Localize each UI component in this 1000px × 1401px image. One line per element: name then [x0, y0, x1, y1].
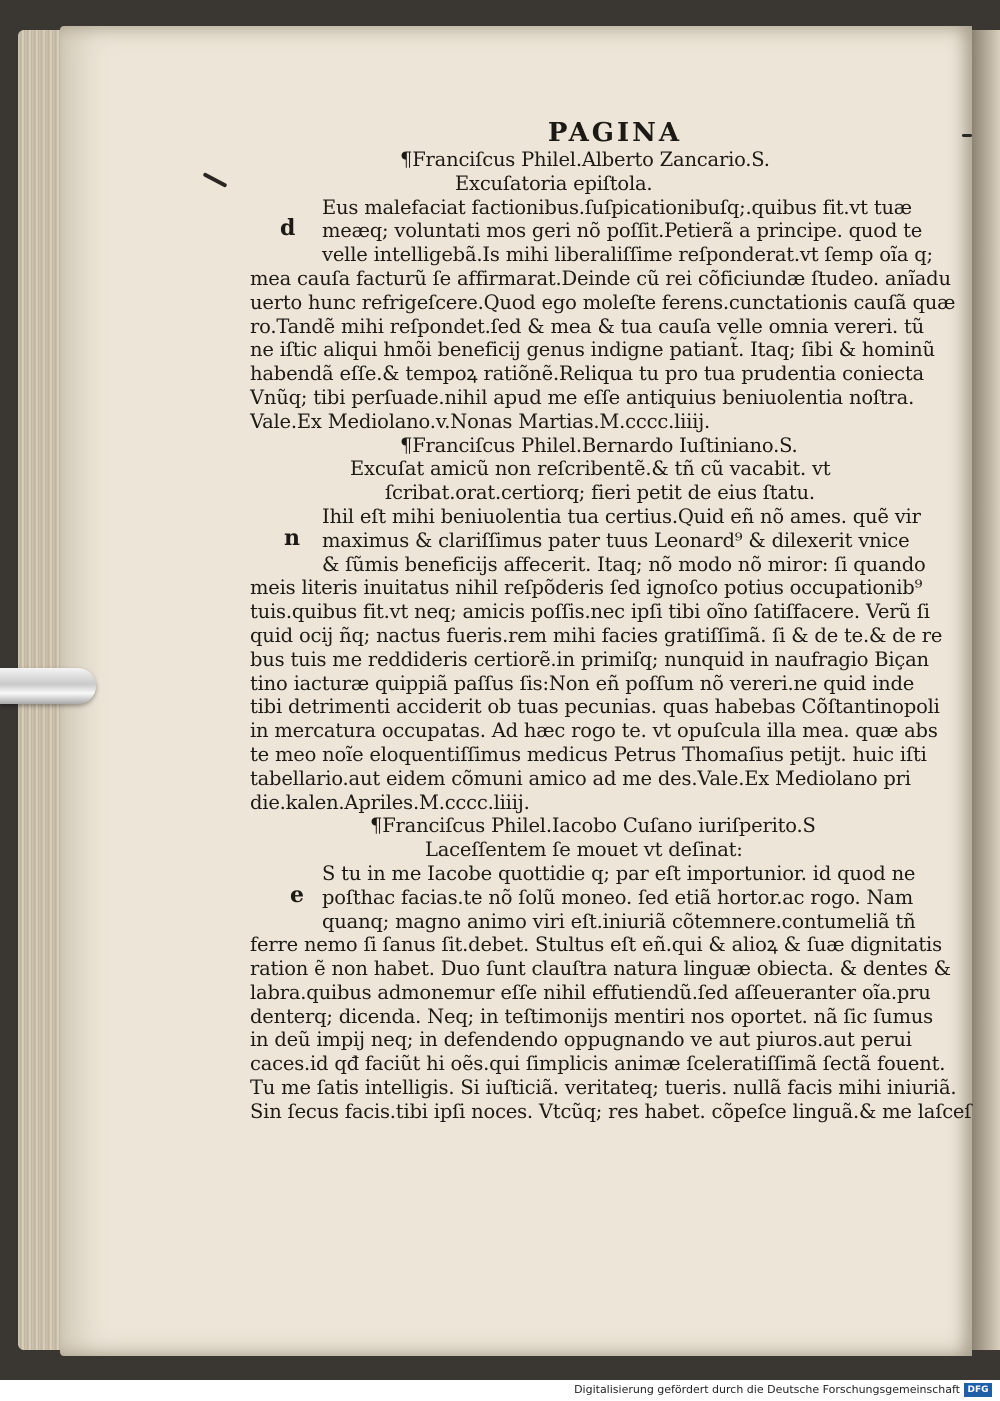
initial-guide-letter: e: [290, 881, 304, 908]
letter-3: [250, 814, 972, 1123]
text-line: tibi detrimenti acciderit ob tuas pecunias. quas habebas Cõſtantinopoli: [250, 695, 940, 719]
text-line: ration ẽ non habet. Duo ſunt clauſtra natura linguæ obiecta. & dentes &: [250, 957, 951, 981]
letter-subheading: ſcribat.orat.certiorq; fieri petit de eius ſtatu.: [385, 481, 815, 505]
text-line: quanq; magno animo viri eſt.iniuriã cõtemnere.contumeliã tñ: [322, 909, 916, 933]
letter-subheading: Laceſſentem ſe mouet vt deſinat:: [425, 838, 743, 862]
text-line: Tu me ſatis intelligis. Si iuſticiã. veritateq; tueris. nullã facis mihi iniuriã.: [250, 1076, 957, 1100]
glass-clip: [0, 668, 96, 704]
initial-guide-letter: n: [284, 524, 300, 551]
text-line: [250, 215, 923, 243]
text-line: mea cauſa facturũ ſe affirmarat.Deinde cũ rei cõficiundæ ſtudeo. anĩadu: [250, 266, 951, 290]
text-line: Eus malefaciat factionibus.ſuſpicationibuſq;.quibus fit.vt tuæ: [322, 195, 912, 219]
letter-2: [250, 433, 943, 815]
letter-heading: ¶Franciſcus Philel.Alberto Zancario.S.: [400, 148, 770, 171]
running-head: PAGINA: [547, 118, 683, 148]
ink-mark: [962, 134, 972, 137]
text-line: Ihil eſt mihi beniuolentia tua certius.Quid eñ nõ ames. quẽ vir: [322, 504, 921, 528]
text-line: caces.id qđ faciũt hi oẽs.qui ſimplicis animæ ſceleratiſſimã ſectã fouent.: [250, 1052, 946, 1076]
text-line: meis literis inuitatus nihil reſpõderis ſed ignoſco potius occupationib⁹: [250, 576, 923, 600]
text-line: tuis.quibus fit.vt neq; amicis poſſis.nec ipſi tibi oĩno ſatiſfacere. Verũ ſi: [250, 600, 930, 624]
text-line: velle intelligebã.Is mihi liberaliſſime reſponderat.vt ſemp oĩa q;: [322, 243, 933, 267]
text-line-content: poſthac facias.te nõ ſolũ moneo. ſed etiã hortor.ac rogo. Nam: [322, 885, 914, 909]
text-line: ferre nemo ſi ſanus ſit.debet. Stultus eſt eñ.qui & alioꝝ & ſuæ dignitatis: [250, 933, 942, 957]
text-line: [250, 881, 920, 910]
funding-credit: Digitalisierung gefördert durch die Deutsche Forschungsgemeinschaft: [574, 1383, 960, 1396]
text-line: denterq; dicenda. Neq; in teſtimonijs mentiri nos oportet. nã ſic ſumus: [250, 1004, 933, 1028]
text-line: in deũ impij neq; in defendendo oppugnando ve aut piuros.aut perui: [250, 1028, 912, 1052]
text-line: ro.Tandẽ mihi reſpondet.ſed & mea & tua cauſa velle omnia vereri. tũ: [250, 314, 925, 338]
text-line: in mercatura occupatas. Ad hæc rogo te. vt opuſcula illa mea. quæ abs: [250, 719, 938, 743]
letter-heading: ¶Franciſcus Philel.Bernardo Iuſtiniano.S.: [400, 433, 798, 457]
text-line: uerto hunc refrigeſcere.Quod ego moleſte ferens.cunctationis cauſã quæ: [250, 290, 956, 314]
text-line: bus tuis me reddideris certiorẽ.in primiſq; nunquid in naufragio Biçan: [250, 647, 929, 671]
initial-guide-letter: d: [280, 215, 296, 242]
text-line: & ſũmis beneficijs affecerit. Itaq; nõ modo nõ miror: ſi quando: [322, 552, 926, 576]
text-line: Vale.Ex Mediolano.v.Nonas Martias.M.cccc.liiij.: [250, 409, 711, 433]
text-line: Vnũq; tibi perſuade.nihil apud me eſſe antiquius beniuolentia noſtra.: [250, 385, 915, 409]
text-line-content: meæq; voluntati mos geri nõ poſſit.Petierã a principe. quod te: [322, 219, 923, 243]
letter-subheading: Excuſat amicũ non reſcribentẽ.& tñ cũ vacabit. vt: [350, 457, 831, 481]
text-line: tino iacturæ quippiã paſſus ſis:Non eñ poſſum nõ vereri.ne quid inde: [250, 671, 915, 695]
text-line: te meo noĩe eloquentiſſimus medicus Petrus Thomaſius petijt. huic iſti: [250, 742, 927, 766]
text-line: labra.quibus admonemur eſſe nihil effutiendũ.ſed aſſeueranter oĩa.pru: [250, 980, 931, 1004]
text-line: S tu in me Iacobe quottidie q; par eſt importunior. id quod ne: [322, 861, 916, 885]
letter-1: [250, 148, 956, 434]
text-line: tabellario.aut eidem cõmuni amico ad me des.Vale.Ex Mediolano pri: [250, 766, 911, 790]
facing-page-edge: [972, 30, 1000, 1350]
text-line: Sin ſecus facis.tibi ipſi noces. Vtcũq; res habet. cõpeſce linguã.& me laſceſ: [250, 1099, 972, 1123]
text-line: habendã eſſe.& tempoꝝ ratiõnẽ.Reliqua tu pro tua prudentia coniecta: [250, 362, 924, 386]
text-line: die.kalen.Apriles.M.cccc.liiij.: [250, 790, 530, 814]
page-text: [250, 118, 972, 1124]
footer-bar: [0, 1380, 1000, 1401]
text-line: quid ocij ñq; nactus fueris.rem mihi facies gratiſſimã. ſi & de te.& de re: [250, 623, 943, 647]
letter-subheading: Excuſatoria epiſtola.: [455, 171, 653, 195]
text-line: [250, 524, 920, 553]
dfg-logo[interactable]: DFG: [964, 1383, 992, 1397]
text-line-content: maximus & clariſſimus pater tuus Leonard⁹ & dilexerit vnice: [322, 528, 910, 552]
letter-heading: ¶Franciſcus Philel.Iacobo Cuſano iuriſperito.S: [370, 814, 816, 838]
text-line: ne iſtic aliqui hmõi beneficij genus indigne patiant̃. Itaq; ſibi & hominũ: [250, 338, 935, 362]
